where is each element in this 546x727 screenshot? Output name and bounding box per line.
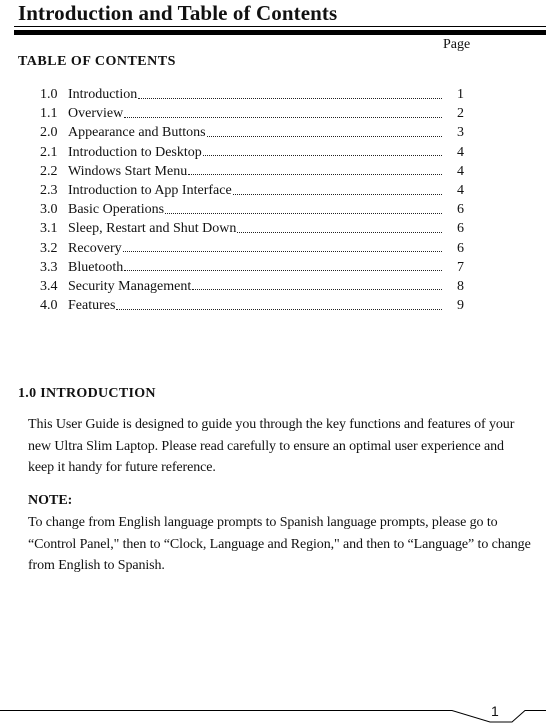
toc-entry xyxy=(40,85,464,104)
toc-entry-number: 3.2 xyxy=(40,240,58,256)
toc-entry-title: Security Management xyxy=(68,278,192,294)
toc-dot-leader xyxy=(138,97,442,99)
toc-dot-leader xyxy=(203,154,442,156)
toc-entry-number: 3.4 xyxy=(40,278,58,294)
toc-entry-page: 2 xyxy=(457,106,464,122)
toc-entry-title: Recovery xyxy=(68,240,122,256)
toc-entry xyxy=(40,296,464,315)
toc-entry-page: 4 xyxy=(457,182,464,198)
toc-dot-leader xyxy=(165,212,442,214)
toc-entry-number: 3.3 xyxy=(40,259,58,275)
toc-entry xyxy=(40,258,464,277)
toc-entry-number: 3.1 xyxy=(40,221,58,237)
toc-entry xyxy=(40,162,464,181)
toc-entry-page: 3 xyxy=(457,125,464,141)
toc-entry-page: 6 xyxy=(457,221,464,237)
toc-entry-title: Sleep, Restart and Shut Down xyxy=(68,221,237,237)
toc-dot-leader xyxy=(116,308,442,310)
toc-dot-leader xyxy=(123,250,442,252)
toc-entry-number: 2.0 xyxy=(40,125,58,141)
toc-entry-number: 4.0 xyxy=(40,298,58,314)
toc-entry-number: 2.1 xyxy=(40,144,58,160)
toc-entry-page: 4 xyxy=(457,144,464,160)
toc-page-column-label: Page xyxy=(443,37,471,52)
page-header-title: Introduction and Table of Contents xyxy=(18,1,338,25)
toc-entry xyxy=(40,219,464,238)
introduction-body: This User Guide is designed to guide you through the key functions and features of your new Ultra Slim Laptop. Please read carefully to ensure an optimal user experience and keep it handy for future reference. xyxy=(28,417,515,475)
toc-entry-title: Introduction to Desktop xyxy=(68,144,202,160)
introduction-heading: 1.0 INTRODUCTION xyxy=(18,386,156,401)
toc-entry-title: Bluetooth xyxy=(68,259,124,275)
toc-entry-title: Introduction xyxy=(68,87,138,102)
toc-entry-title: Appearance and Buttons xyxy=(68,125,206,141)
header-rule-thin xyxy=(14,26,546,27)
toc-entry xyxy=(40,123,464,142)
note-heading: NOTE: xyxy=(28,493,73,508)
toc-entry-page: 4 xyxy=(457,163,464,179)
toc-entry-page: 8 xyxy=(457,278,464,294)
toc-entry-page: 6 xyxy=(457,202,464,218)
toc-list xyxy=(40,85,464,315)
toc-entry-number: 3.0 xyxy=(40,202,58,218)
toc-entry-number: 1.0 xyxy=(40,87,58,102)
footer-page-number: 1 xyxy=(491,703,499,719)
toc-entry-number: 2.2 xyxy=(40,163,58,179)
header-rule-thick xyxy=(14,30,546,35)
toc-entry-title: Basic Operations xyxy=(68,202,165,218)
toc-dot-leader xyxy=(237,231,442,233)
toc-entry xyxy=(40,200,464,219)
toc-dot-leader xyxy=(124,116,442,118)
toc-entry xyxy=(40,277,464,296)
toc-entry xyxy=(40,104,464,123)
toc-entry-number: 1.1 xyxy=(40,106,58,122)
toc-entry-title: Overview xyxy=(68,106,124,122)
toc-entry-title: Windows Start Menu xyxy=(68,163,188,179)
note-body: To change from English language prompts to Spanish language prompts, please go to “Control Panel," then to “Clock, Language and Region," and then to “Language” to change from English to Spanish. xyxy=(28,515,531,573)
toc-entry-page: 6 xyxy=(457,240,464,256)
toc-entry-page: 1 xyxy=(457,87,464,102)
toc-entry-title: Features xyxy=(68,298,116,314)
toc-dot-leader xyxy=(124,269,442,271)
toc-entry-page: 7 xyxy=(457,259,464,275)
toc-entry-number: 2.3 xyxy=(40,182,58,198)
footer-tab-line xyxy=(0,700,546,727)
toc-dot-leader xyxy=(233,193,442,195)
toc-heading: TABLE OF CONTENTS xyxy=(18,54,176,69)
toc-dot-leader xyxy=(188,173,442,175)
toc-entry xyxy=(40,143,464,162)
toc-entry xyxy=(40,239,464,258)
toc-entry-page: 9 xyxy=(457,298,464,314)
toc-dot-leader xyxy=(192,288,442,290)
toc-entry-title: Introduction to App Interface xyxy=(68,182,232,198)
toc-dot-leader xyxy=(207,135,442,137)
toc-entry xyxy=(40,181,464,200)
